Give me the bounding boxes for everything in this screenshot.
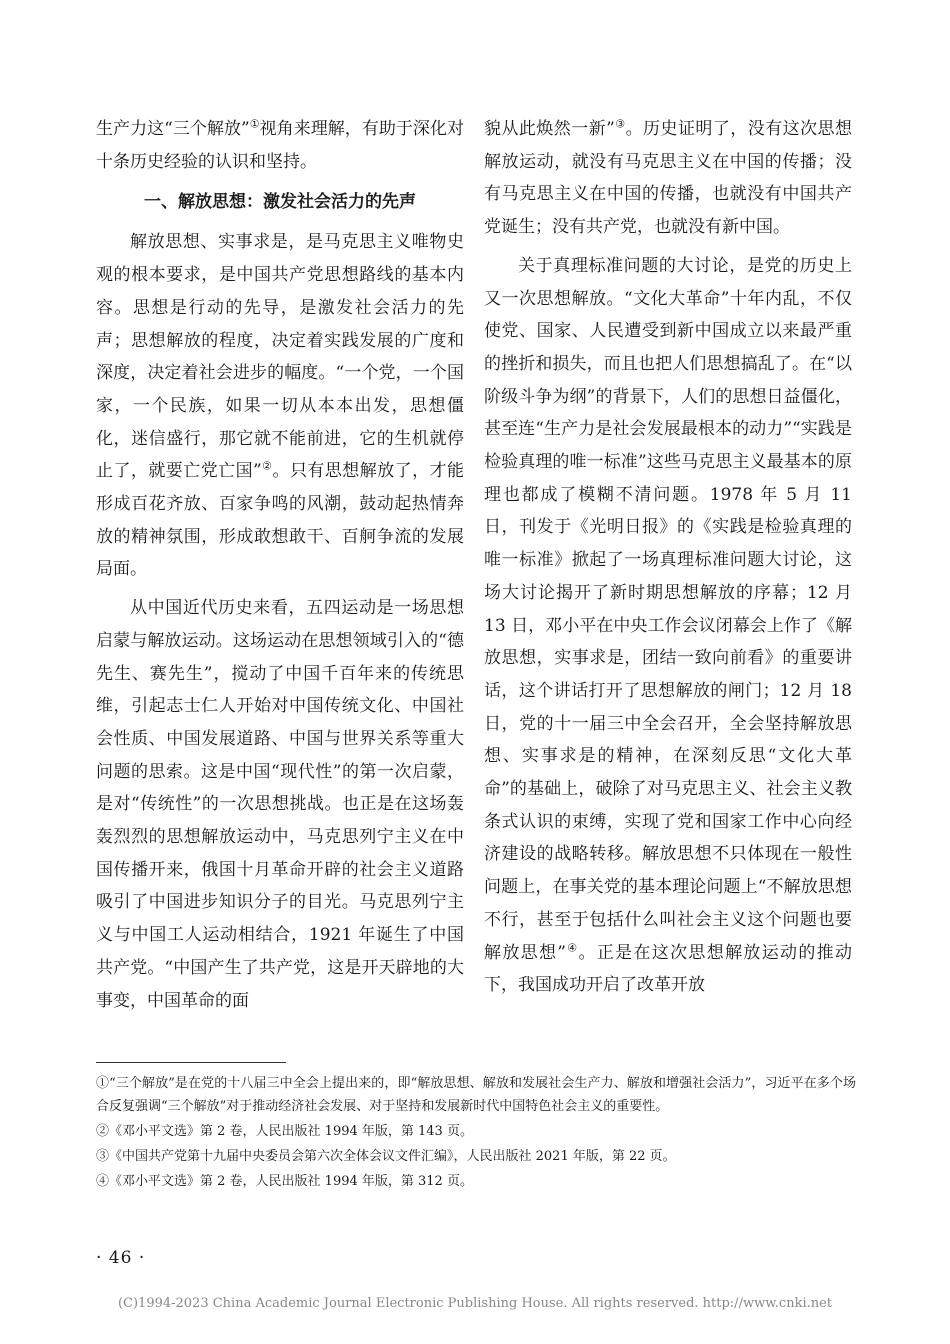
footnotes — [96, 1072, 856, 1195]
text-run: 。历史证明了，没有这次思想解放运动，就没有马克思主义在中国的传播；没有马克思主义在中国的传播，也就没有中国共产党诞生；没有共产党，也就没有新中国。 — [484, 119, 852, 238]
text-run: 视角来理解，有助于深化对十条历史经验的认识和坚持。 — [96, 119, 464, 172]
copyright-notice: (C)1994-2023 China Academic Journal Electronic Publishing House. All rights reserved. http://www.cnki.net — [117, 1296, 833, 1311]
page-number: · 46 · — [96, 1248, 146, 1268]
section-heading: 一、解放思想：激发社会活力的先声 — [144, 192, 416, 213]
text-run: 。正是在这次思想解放运动的推动下，我国成功开启了改革开放 — [484, 942, 852, 996]
left-column — [96, 113, 464, 1017]
footnote-3: ③《中国共产党第十九届中央委员会第六次全体会议文件汇编》，人民出版社 2021 年版，第 22 页。 — [96, 1149, 676, 1164]
text-run: 貌从此焕然一新” — [484, 119, 615, 139]
footnote-4: ④《邓小平文选》第 2 卷，人民出版社 1994 年版，第 312 页。 — [96, 1174, 473, 1189]
right-column — [484, 113, 852, 1002]
text-run: 生产力这“三个解放” — [96, 119, 250, 139]
text-run: 解放思想、实事求是，是马克思主义唯物史观的根本要求，是中国共产党思想路线的基本内容。思想是行动的先导，是激发社会活力的先声；思想解放的程度，决定着实践发展的广度和深度，决定着社会进步的幅度。“一个党，一个国家，一个民族，如果一切从本本出发，思想僵化，迷信盛行，那它就不能前进，它的生机就停止了，就要亡党亡国” — [96, 232, 464, 482]
paragraph-2: 从中国近代历史来看，五四运动是一场思想启蒙与解放运动。这场运动在思想领域引入的“德先生、赛先生”，搅动了中国千百年来的传统思维，引起志士仁人开始对中国传统文化、中国社会性质、中国发展道路、中国与世界关系等重大问题的思索。这是中国“现代性”的第一次启蒙，是对“传统性”的一次思想挑战。也正是在这场轰轰烈烈的思想解放运动中，马克思列宁主义在中国传播开来，俄国十月革命开辟的社会主义道路吸引了中国进步知识分子的目光。马克思列宁主义与中国工人运动相结合，1921 年诞生了中国共产党。“中国产生了共产党，这是开天辟地的大事变，中国革命的面 — [96, 598, 464, 1011]
footnote-ref-3[interactable]: ③ — [614, 117, 626, 131]
footnote-ref-1[interactable]: ① — [249, 117, 260, 131]
paragraph-continuation — [96, 113, 464, 178]
paragraph-continuation-right — [484, 113, 852, 244]
footnote-1: ①“三个解放”是在党的十八届三中全会上提出来的，即“解放思想、解放和发展社会生产力、解放和增强社会活力”，习近平在多个场合反复强调“三个解放”对于推动经济社会发展、对于坚持和发展新时代中国特色社会主义的重要性。 — [96, 1076, 856, 1114]
footnote-divider — [96, 1062, 286, 1063]
footnote-ref-4[interactable]: ④ — [565, 940, 579, 954]
paragraph-1 — [96, 226, 464, 586]
footnote-ref-2[interactable]: ② — [261, 459, 273, 473]
footnote-2: ②《邓小平文选》第 2 卷，人民出版社 1994 年版，第 143 页。 — [96, 1124, 473, 1139]
text-run: 关于真理标准问题的大讨论，是党的历史上又一次思想解放。“文化大革命”十年内乱，不仅使党、国家、人民遭受到新中国成立以来最严重的挫折和损失，而且也把人们思想搞乱了。在“以阶级斗争为纲”的背景下，人们的思想日益僵化，甚至连“生产力是社会发展最根本的动力”“实践是检验真理的唯一标准”这些马克思主义最基本的原理也都成了模糊不清问题。1978 年 5 月 11 日，刊发于《光明日报》的《实践是检验真理的唯一标准》掀起了一场真理标准问题大讨论，这场大讨论揭开了新时期思想解放的序幕；12 月 13 日，邓小平在中央工作会议闭幕会上作了《解放思想，实事求是，团结一致向前看》的重要讲话，这个讲话打开了思想解放的闸门；12 月 18 日，党的十一届三中全会召开，全会坚持解放思想、实事求是的精神，在深刻反思“文化大革命”的基础上，破除了对马克思主义、社会主义教条式认识的束缚，实现了党和国家工作中心向经济建设的战略转移。解放思想不只体现在一般性问题上，在事关党的基本理论问题上“不解放思想不行，甚至于包括什么叫社会主义这个问题也要解放思想” — [484, 255, 852, 963]
paragraph-3 — [484, 250, 852, 1002]
text-run: 。只有思想解放了，才能形成百花齐放、百家争鸣的风潮，鼓动起热情奔放的精神氛围，形成敢想敢干、百舸争流的发展局面。 — [96, 461, 464, 580]
